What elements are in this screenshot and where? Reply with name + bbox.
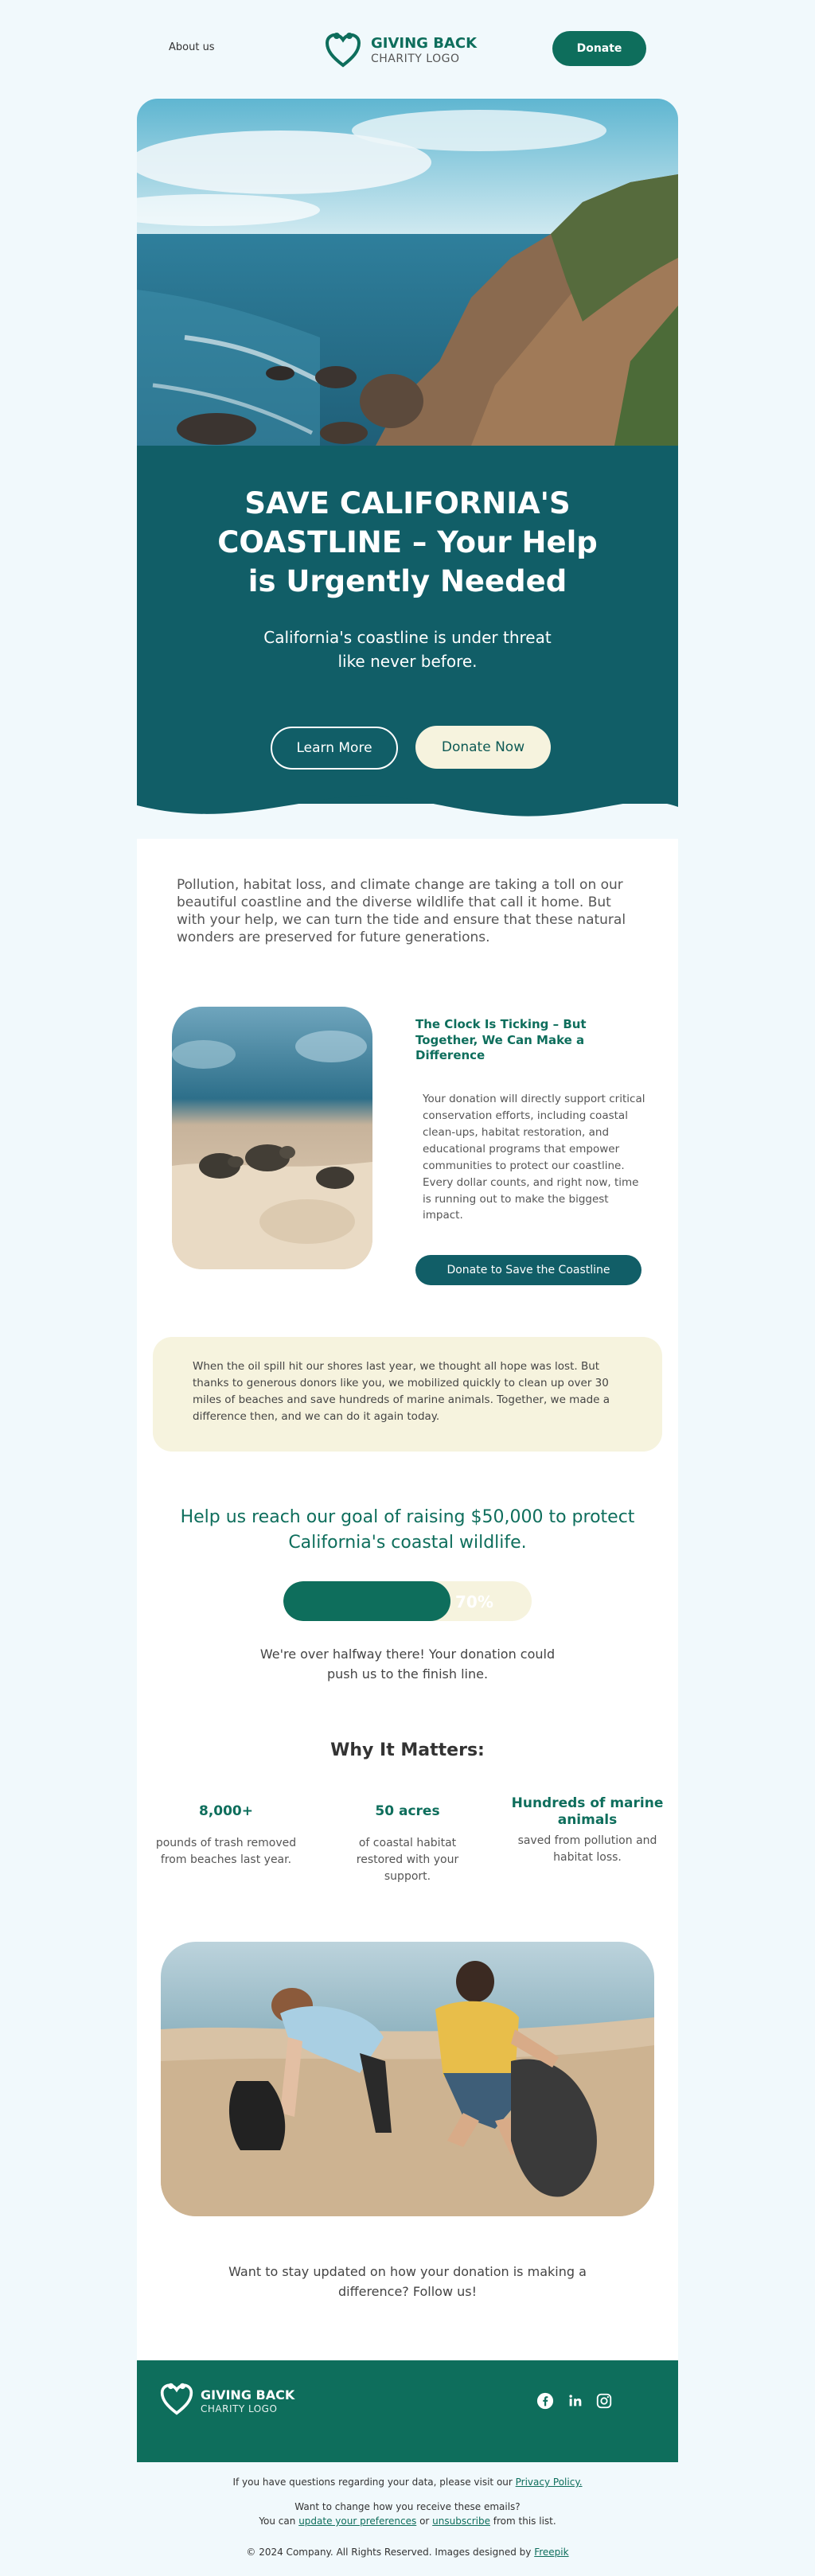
from-text: from this list. — [489, 2516, 556, 2527]
footer-logo[interactable] — [159, 2381, 318, 2419]
logo-subtitle: CHARITY LOGO — [371, 53, 460, 65]
copyright-prefix: © 2024 Company. All Rights Reserved. Images designed by — [246, 2547, 535, 2558]
hero-subtitle — [216, 625, 599, 673]
update-preferences-link[interactable]: update your preferences — [298, 2516, 417, 2527]
or-text: or — [416, 2516, 433, 2527]
stat-1-value: 8,000+ — [198, 1803, 254, 1819]
privacy-prefix: If you have questions regarding your data, please visit our — [232, 2477, 516, 2488]
stat-1-desc: pounds of trash removed from beaches last year. — [155, 1837, 297, 1866]
donate-coastline-button[interactable]: Donate to Save the Coastline — [415, 1255, 641, 1285]
progress-fill — [283, 1581, 450, 1621]
header-logo[interactable] — [325, 30, 484, 70]
progress-bar — [283, 1581, 532, 1621]
hero-card — [137, 99, 678, 839]
stat-2-value: 50 acres — [375, 1803, 440, 1819]
goal-note: We're over halfway there! Your donation could push us to the finish line. — [259, 1647, 556, 1682]
follow-text: Want to stay updated on how your donation is making a difference? Follow us! — [228, 2264, 587, 2299]
linkedin-icon[interactable] — [567, 2392, 586, 2411]
stat-3-desc: saved from pollution and habitat loss. — [517, 1834, 657, 1864]
hero-subtitle-line2: like never before. — [337, 652, 478, 671]
update-prefix: You can — [259, 2516, 299, 2527]
header — [0, 0, 815, 95]
goal-heading: Help us reach our goal of raising $50,000 to protect California's coastal wildlife. — [180, 1507, 635, 1553]
footer-logo-title: GIVING BACK — [201, 2387, 295, 2403]
preferences-line — [129, 2516, 686, 2527]
volunteers-image — [161, 1942, 654, 2216]
coastline-image — [137, 99, 678, 446]
logo-title: GIVING BACK — [371, 35, 478, 52]
instagram-icon[interactable] — [595, 2392, 614, 2411]
why-heading: Why It Matters: — [330, 1740, 485, 1760]
privacy-line — [129, 2477, 686, 2488]
hero-wave — [137, 791, 678, 839]
heart-logo-icon — [325, 30, 361, 68]
hero-title: SAVE CALIFORNIA'S COASTLINE – Your Help is Urgently Needed — [217, 486, 598, 599]
footer-logo-subtitle: CHARITY LOGO — [201, 2403, 278, 2414]
turtles-image — [172, 1007, 372, 1269]
privacy-policy-link[interactable]: Privacy Policy. — [515, 2477, 583, 2488]
header-donate-button[interactable]: Donate — [552, 31, 646, 66]
facebook-icon[interactable] — [536, 2392, 556, 2411]
stat-3-value: Hundreds of marine animals — [511, 1795, 664, 1829]
freepik-link[interactable]: Freepik — [534, 2547, 569, 2558]
footer-heart-logo-icon — [159, 2381, 194, 2416]
donate-now-button[interactable]: Donate Now — [415, 726, 551, 769]
intro-text: Pollution, habitat loss, and climate change are taking a toll on our beautiful coastline and the diverse wildlife that call it home. But with your help, we can turn the tide and ensure that these natural wonders are preserved for future generations. — [177, 877, 626, 946]
learn-more-button[interactable]: Learn More — [271, 727, 398, 770]
copyright-line — [129, 2547, 686, 2558]
unsubscribe-link[interactable]: unsubscribe — [432, 2516, 490, 2527]
hero-subtitle-line1: California's coastline is under threat — [263, 628, 552, 647]
change-line: Want to change how you receive these emails? — [294, 2501, 521, 2512]
about-link[interactable]: About us — [169, 41, 215, 53]
feature-body: Your donation will directly support critical conservation efforts, including coastal clean-ups, habitat restoration, and educational programs that empower communities to protect our coastline. Every dollar counts, and right now, time is running out to make the biggest impact. — [423, 1093, 645, 1222]
progress-label: 70% — [455, 1592, 493, 1611]
quote-text: When the oil spill hit our shores last year, we thought all hope was lost. But thanks to generous donors like you, we mobilized quickly to clean up over 30 miles of beaches and save hundreds of marine animals. Together, we made a difference then, and we can do it again today. — [193, 1360, 610, 1423]
feature-heading: The Clock Is Ticking – But Together, We Can Make a Difference — [415, 1017, 587, 1062]
stat-2-desc: of coastal habitat restored with your support. — [356, 1837, 459, 1883]
